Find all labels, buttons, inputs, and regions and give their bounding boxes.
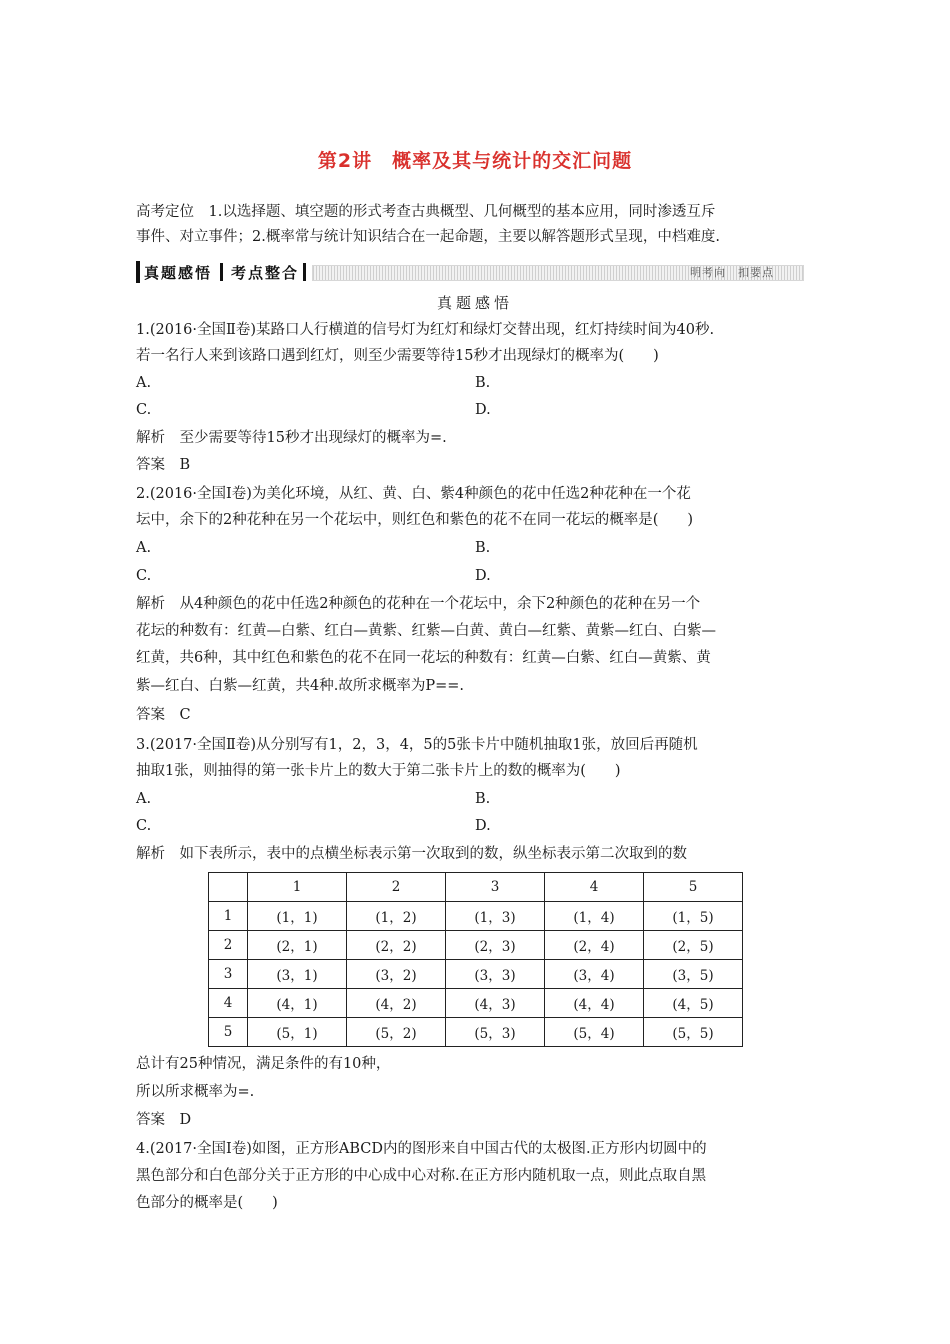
table-cell: (2，1)	[248, 931, 347, 960]
table-cell: (1，1)	[248, 902, 347, 931]
q3-option-b: B.	[475, 791, 491, 807]
q4-line-2: 黑色部分和白色部分关于正方形的中心成中心对称.在正方形内随机取一点，则此点取自黑	[136, 1168, 707, 1184]
banner-tag: 明考向 扣要点	[690, 266, 774, 279]
q1-line-1: 1.(2016·全国Ⅱ卷)某路口人行横道的信号灯为红灯和绿灯交替出现，红灯持续时间为40秒.	[136, 322, 715, 338]
table-header-cell: 1	[248, 873, 347, 902]
q2-analysis-2: 花坛的种数有：红黄—白紫、红白—黄紫、红紫—白黄、黄白—红紫、黄紫—红白、白紫—	[136, 623, 716, 639]
q1-answer: 答案 B	[136, 457, 191, 473]
table-cell: (1，2)	[347, 902, 446, 931]
table-cell: 5	[209, 1018, 248, 1047]
table-cell: (5，1)	[248, 1018, 347, 1047]
table-row	[209, 960, 743, 989]
q2-analysis-4: 紫—红白、白紫—红黄，共4种.故所求概率为P==.	[136, 678, 464, 694]
q2-option-d: D.	[475, 568, 491, 584]
q3-answer: 答案 D	[136, 1112, 192, 1128]
table-cell: 1	[209, 902, 248, 931]
table-cell: (5，3)	[446, 1018, 545, 1047]
q3-summary-1: 总计有25种情况，满足条件的有10种，	[136, 1056, 391, 1072]
table-cell: (4，1)	[248, 989, 347, 1018]
banner-left-label: 真题感悟	[144, 263, 213, 282]
q2-option-b: B.	[475, 540, 491, 556]
section-banner	[136, 261, 804, 283]
table-cell: (1，4)	[545, 902, 644, 931]
table-cell: (4，5)	[644, 989, 743, 1018]
table-cell: (4，2)	[347, 989, 446, 1018]
table-cell: (2，5)	[644, 931, 743, 960]
table-cell: 3	[209, 960, 248, 989]
q4-line-3: 色部分的概率是( )	[136, 1195, 278, 1211]
q3-option-c: C.	[136, 818, 152, 834]
table-cell: (2，2)	[347, 931, 446, 960]
table-cell: 2	[209, 931, 248, 960]
table-cell: (3，2)	[347, 960, 446, 989]
q2-line-2: 坛中，余下的2种花种在另一个花坛中，则红色和紫色的花不在同一花坛的概率是( )	[136, 512, 694, 528]
table-cell: (4，3)	[446, 989, 545, 1018]
q2-answer: 答案 C	[136, 707, 191, 723]
table-cell: (5，2)	[347, 1018, 446, 1047]
q2-line-1: 2.(2016·全国Ⅰ卷)为美化环境，从红、黄、白、紫4种颜色的花中任选2种花种在一个花	[136, 486, 691, 502]
q1-option-c: C.	[136, 402, 152, 418]
q2-analysis-1: 解析 从4种颜色的花中任选2种颜色的花种在一个花坛中，余下2种颜色的花种在另一个	[136, 596, 701, 612]
q4-line-1: 4.(2017·全国Ⅰ卷)如图，正方形ABCD内的图形来自中国古代的太极图.正方形内切圆中的	[136, 1141, 707, 1157]
q1-line-2: 若一名行人来到该路口遇到红灯，则至少需要等待15秒才出现绿灯的概率为( )	[136, 348, 659, 364]
q3-summary-2: 所以所求概率为=.	[136, 1084, 255, 1100]
table-cell: (2，4)	[545, 931, 644, 960]
q3-line-2: 抽取1张，则抽得的第一张卡片上的数大于第二张卡片上的数的概率为( )	[136, 763, 621, 779]
table-header-cell: 4	[545, 873, 644, 902]
q3-option-a: A.	[136, 791, 152, 807]
q1-analysis: 解析 至少需要等待15秒才出现绿灯的概率为=.	[136, 430, 447, 446]
banner-separator	[220, 263, 223, 281]
table-row	[209, 1018, 743, 1047]
banner-end-bar	[303, 263, 306, 281]
table-cell: (3，4)	[545, 960, 644, 989]
table-cell: (5，4)	[545, 1018, 644, 1047]
section-title: 真题感悟	[436, 294, 513, 312]
table-cell: (3，3)	[446, 960, 545, 989]
q2-option-c: C.	[136, 568, 152, 584]
q3-line-1: 3.(2017·全国Ⅱ卷)从分别写有1，2，3，4，5的5张卡片中随机抽取1张，放回后再随机	[136, 737, 698, 753]
table-header-cell: 5	[644, 873, 743, 902]
table-header-row	[209, 873, 743, 902]
q1-option-a: A.	[136, 375, 152, 391]
table-row	[209, 931, 743, 960]
table-row	[209, 902, 743, 931]
table-cell: (1，3)	[446, 902, 545, 931]
page-title: 第2讲 概率及其与统计的交汇问题	[317, 150, 633, 172]
table-cell: (3，1)	[248, 960, 347, 989]
table-header-cell	[209, 873, 248, 902]
q1-option-d: D.	[475, 402, 491, 418]
q3-analysis: 解析 如下表所示，表中的点横坐标表示第一次取到的数，纵坐标表示第二次取到的数	[136, 846, 687, 862]
table-row	[209, 989, 743, 1018]
q1-option-b: B.	[475, 375, 491, 391]
table-cell: (1，5)	[644, 902, 743, 931]
table-cell: (4，4)	[545, 989, 644, 1018]
table-cell: (3，5)	[644, 960, 743, 989]
intro-line-2: 事件、对立事件；2.概率常与统计知识结合在一起命题，主要以解答题形式呈现，中档难度.	[136, 229, 720, 245]
intro-line-1: 高考定位 1.以选择题、填空题的形式考查古典概型、几何概型的基本应用，同时渗透互斥	[136, 204, 716, 220]
table-cell: (5，5)	[644, 1018, 743, 1047]
table-cell: (2，3)	[446, 931, 545, 960]
banner-label	[136, 261, 306, 283]
outcome-table	[208, 872, 743, 1047]
banner-right-label: 考点整合	[231, 263, 300, 282]
table-cell: 4	[209, 989, 248, 1018]
q3-option-d: D.	[475, 818, 491, 834]
q2-option-a: A.	[136, 540, 152, 556]
q2-analysis-3: 红黄，共6种，其中红色和紫色的花不在同一花坛的种数有：红黄—白紫、红白—黄紫、黄	[136, 650, 711, 666]
table-header-cell: 3	[446, 873, 545, 902]
table-header-cell: 2	[347, 873, 446, 902]
